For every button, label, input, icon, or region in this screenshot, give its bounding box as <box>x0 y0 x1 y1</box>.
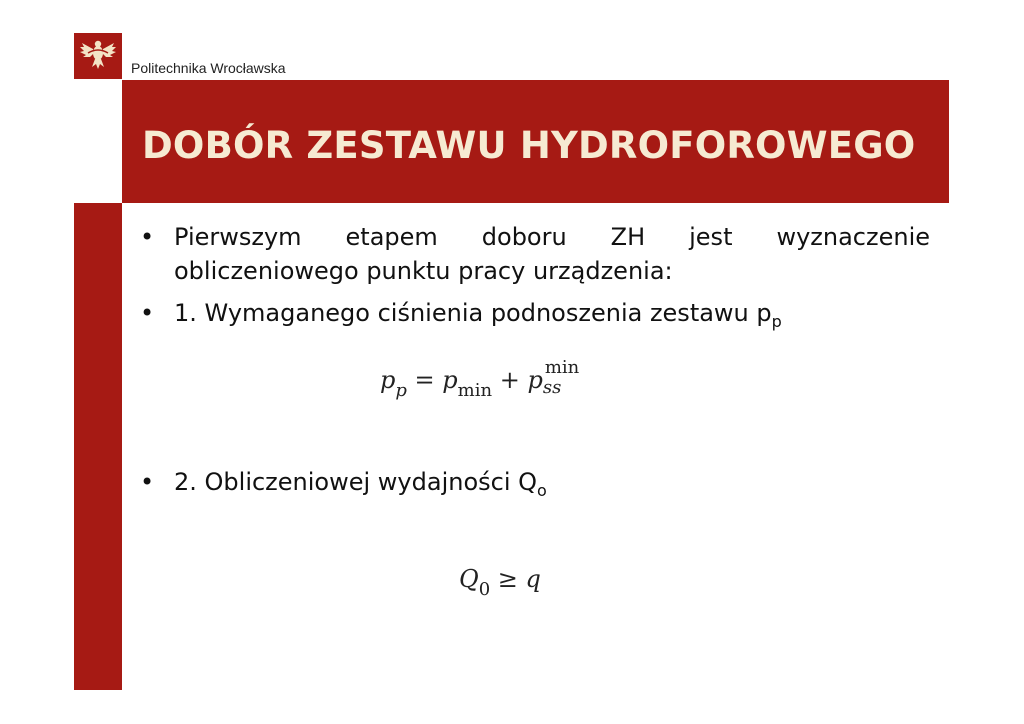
slide-title: DOBÓR ZESTAWU HYDROFOROWEGO <box>142 124 916 167</box>
formula-superscript: min <box>544 356 580 378</box>
formula-subscript: min <box>457 380 493 401</box>
formula-pressure <box>380 356 580 401</box>
eagle-crest-icon <box>74 33 122 79</box>
bullet-marker: • <box>140 299 155 327</box>
bullet-subscript: o <box>537 481 547 500</box>
bullet-text: Pierwszym etapem doboru ZH jest wyznaczenie obliczeniowego punktu pracy urządzenia: <box>174 223 930 285</box>
formula-subscript: ss <box>542 376 562 398</box>
formula-symbol: q <box>525 565 541 593</box>
formula-symbol: Q <box>459 565 479 593</box>
formula-operator: = <box>414 366 435 394</box>
bullet-marker: • <box>140 468 155 496</box>
formula-operator: + <box>499 366 520 394</box>
bullet-item <box>140 465 930 508</box>
formula-symbol: p <box>380 366 396 394</box>
formula-subscript: p <box>395 380 407 401</box>
university-name: Politechnika Wrocławska <box>131 60 286 76</box>
bullet-item <box>140 220 930 288</box>
bullet-text: 2. Obliczeniowej wydajności Q <box>174 468 538 496</box>
university-logo <box>74 33 122 79</box>
bullet-text: 1. Wymaganego ciśnienia podnoszenia zestawu p <box>174 299 772 327</box>
bullet-subscript: p <box>771 312 782 331</box>
bullet-marker: • <box>140 223 155 251</box>
title-band <box>122 80 949 203</box>
formula-flow <box>459 565 541 600</box>
bullet-item <box>140 296 930 339</box>
formula-subscript: 0 <box>478 579 491 600</box>
slide-content <box>140 220 930 339</box>
left-accent-bar <box>74 203 122 690</box>
formula-operator: ≥ <box>497 565 518 593</box>
formula-symbol: p <box>442 366 458 394</box>
formula-symbol: p <box>527 366 543 394</box>
